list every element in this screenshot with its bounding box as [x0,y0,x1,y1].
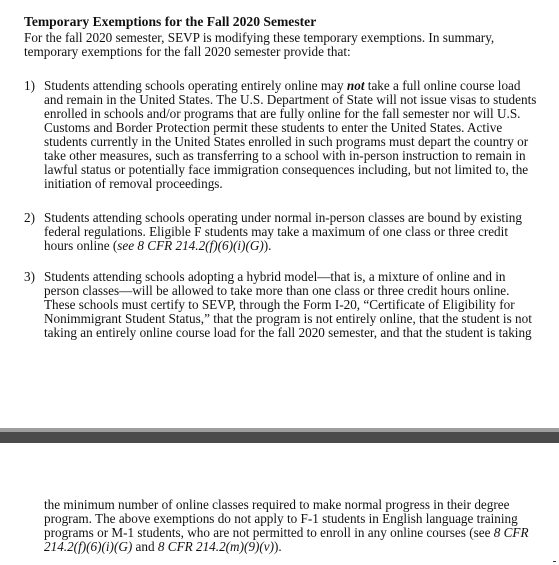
intro-paragraph [24,31,544,59]
item-body [44,79,544,191]
text-segment: take a full online course load [364,78,521,93]
margin-mark [553,561,556,562]
item-line [44,79,544,93]
item-line [44,239,544,253]
emphasis-not: not [346,78,365,93]
item-line: Nonimmigrant Student Status,” that the program is not entirely online, that the student is not [44,311,532,326]
item-body [44,270,544,340]
item-number: 1) [24,78,35,93]
text-segment: and [132,539,158,554]
item-number: 2) [24,210,35,225]
item-line: Customs and Border Protection permit these students to enter the United States. Active [44,120,503,135]
item-body [44,211,544,253]
citation: 214.2(f)(6)(i)(G) [44,539,133,554]
continuation-paragraph [44,498,544,554]
item-line: take other measures, such as transferring to a school with in-person instruction to remain in [44,148,526,163]
text-segment: ). [263,238,272,253]
document-page-bottom [0,443,559,565]
intro-line: temporary exemptions for the fall 2020 semester provide that: [24,44,351,59]
text-segment: ). [273,539,282,554]
continuation-line: the minimum number of online classes required to make normal progress in their degree [44,497,510,512]
item-line: and remain in the United States. The U.S. Department of State will not issue visas to students [44,92,537,107]
text-segment: programs or M-1 students, who are not permitted to enroll in any online courses (see [44,525,494,540]
continuation-line [44,526,544,540]
text-segment: hours online ( [44,238,118,253]
item-line: Students attending schools adopting a hybrid model—that is, a mixture of online and in [44,269,506,284]
item-line: lawful status or potentially face immigration consequences including, but not limited to, the [44,162,529,177]
citation: 8 CFR 214.2(m)(9)(v) [157,539,274,554]
citation: see 8 CFR 214.2(f)(6)(i)(G) [117,238,264,253]
item-line: person classes—will be allowed to take more than one class or three credit hours online. [44,283,510,298]
intro-line: For the fall 2020 semester, SEVP is modifying these temporary exemptions. In summary, [24,30,495,45]
citation: 8 CFR [493,525,529,540]
item-number: 3) [24,269,35,284]
item-line: enrolled in schools and/or programs that are fully online for the fall semester nor will U.S. [44,106,521,121]
continuation-line: program. The above exemptions do not apply to F-1 students in English language training [44,511,518,526]
page-break-band [0,432,559,443]
item-line: students currently in the United States enrolled in such programs must depart the country or [44,134,529,149]
continuation-line [44,540,544,554]
item-line: Students attending schools operating under normal in-person classes are bound by existing [44,210,522,225]
item-line: initiation of removal proceedings. [44,176,223,191]
section-heading: Temporary Exemptions for the Fall 2020 Semester [24,14,317,29]
item-line: federal regulations. Eligible F students may take a maximum of one class or three credit [44,224,508,239]
text-segment: Students attending schools operating entirely online may [44,78,347,93]
item-line: taking an entirely online course load for the fall 2020 semester, and that the student is taking [44,325,532,340]
item-line: These schools must certify to SEVP, through the Form I-20, “Certificate of Eligibility for [44,297,515,312]
